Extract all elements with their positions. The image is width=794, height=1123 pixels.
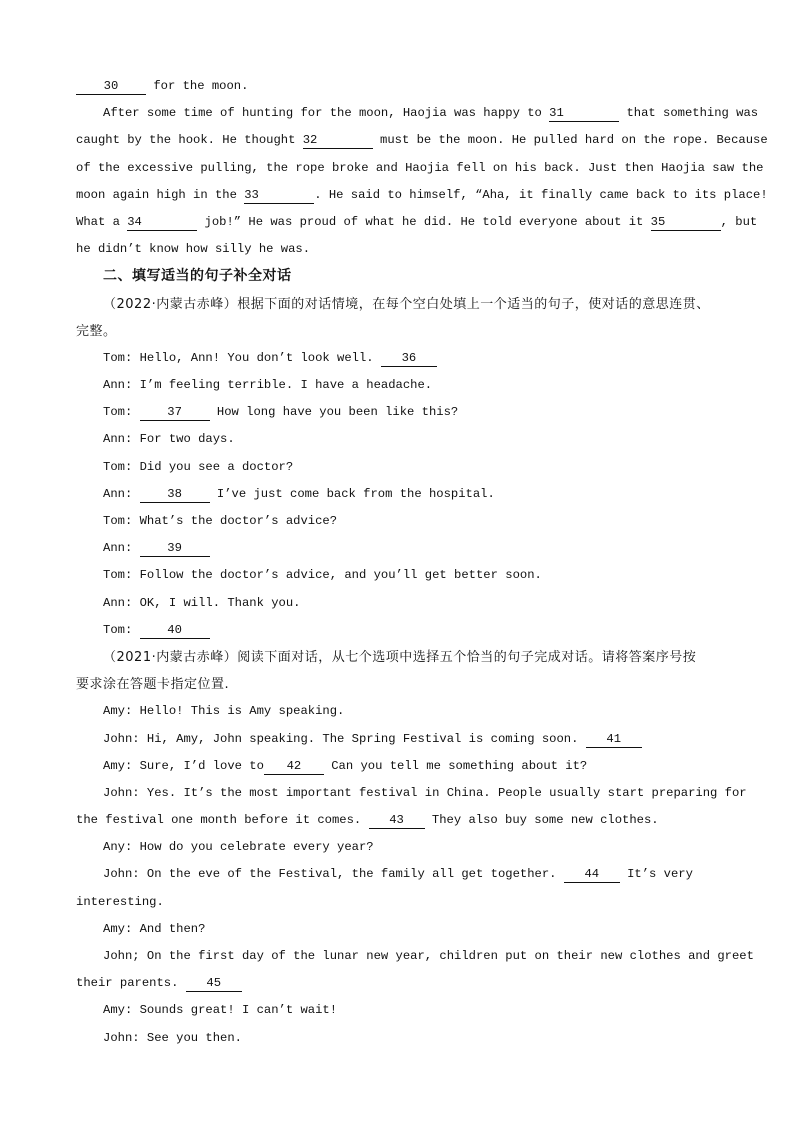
dialogue-2-line: Any: How do you celebrate every year? <box>103 840 374 855</box>
dialogue-2-line <box>76 807 718 834</box>
text: the festival one month before it comes. <box>76 813 369 828</box>
dialogue-1-line: Ann: For two days. <box>103 432 235 447</box>
dialogue-2-line <box>76 970 718 997</box>
blank-44[interactable]: 44 <box>564 867 620 883</box>
text: job!” He was proud of what he did. He told everyone about it <box>197 214 651 229</box>
dialogue-1-line: Ann: OK, I will. Thank you. <box>103 595 301 610</box>
blank-45[interactable]: 45 <box>186 976 242 992</box>
text: Ann: <box>103 486 140 501</box>
dialogue-1-line <box>76 399 718 426</box>
text: caught by the hook. He thought <box>76 133 303 148</box>
passage-line-1 <box>76 73 718 100</box>
text: for the moon. <box>146 79 249 93</box>
text: Amy: Sure, I’d love to <box>103 758 264 773</box>
blank-42[interactable]: 42 <box>264 759 324 775</box>
blank-34[interactable]: 34 <box>127 215 197 231</box>
dialogue-2-line: Amy: Sounds great! I can’t wait! <box>103 1003 338 1018</box>
intro-1-line-a: （2022·内蒙古赤峰）根据下面的对话情境，在每个空白处填上一个适当的句子，使对话的意思连贯、 <box>103 296 710 312</box>
dialogue-1-line <box>76 617 718 644</box>
dialogue-2-line: John: See you then. <box>103 1030 242 1045</box>
passage-line-4: of the excessive pulling, the rope broke and Haojia fell on his back. Just then Haojia saw the <box>76 160 764 175</box>
dialogue-1-line <box>76 345 718 372</box>
text: Tom: Hello, Ann! You don’t look well. <box>103 350 381 365</box>
text: their parents. <box>76 976 186 991</box>
dialogue-2-line: Amy: And then? <box>103 921 206 936</box>
dialogue-1-line <box>76 535 718 562</box>
blank-43[interactable]: 43 <box>369 813 425 829</box>
dialogue-2-line <box>76 726 718 753</box>
dialogue-2-line: John; On the first day of the lunar new year, children put on their new clothes and greet <box>103 949 754 963</box>
text: moon again high in the <box>76 187 245 202</box>
text: John: Hi, Amy, John speaking. The Spring Festival is coming soon. <box>103 731 586 746</box>
text: John: On the eve of the Festival, the family all get together. <box>103 867 564 882</box>
dialogue-1-line: Tom: Follow the doctor’s advice, and you’ll get better soon. <box>103 568 542 583</box>
passage-line-5 <box>76 182 768 209</box>
dialogue-2-line: Amy: Hello! This is Amy speaking. <box>103 704 345 719</box>
text: , but <box>720 214 758 229</box>
text: They also buy some new clothes. <box>424 813 659 828</box>
dialogue-2-line <box>76 861 718 888</box>
dialogue-2-line: interesting. <box>76 894 164 909</box>
text: Can you tell me something about it? <box>323 758 588 773</box>
text: . He said to himself, “Aha, it finally came back to its place! <box>314 187 768 202</box>
text: Tom: <box>103 405 140 420</box>
text: It’s very <box>619 867 693 882</box>
text: After some time of hunting for the moon, Haojia was happy to <box>103 106 550 121</box>
blank-40[interactable]: 40 <box>140 623 210 639</box>
intro-2-line-b: 要求涂在答题卡指定位置. <box>76 677 230 693</box>
passage-line-3 <box>76 127 768 154</box>
dialogue-1-line: Tom: What’s the doctor’s advice? <box>103 514 338 528</box>
blank-36[interactable]: 36 <box>381 351 437 367</box>
dialogue-2-line: John: Yes. It’s the most important festival in China. People usually start preparing for <box>103 785 747 800</box>
blank-41[interactable]: 41 <box>586 732 642 748</box>
blank-39[interactable]: 39 <box>140 541 210 557</box>
passage-line-2 <box>76 100 759 127</box>
dialogue-1-line: Tom: Did you see a doctor? <box>103 459 294 474</box>
dialogue-2-line <box>76 753 718 780</box>
blank-35[interactable]: 35 <box>651 215 721 231</box>
passage-line-6 <box>76 209 758 236</box>
text: What a <box>76 214 128 229</box>
text: I’ve just come back from the hospital. <box>209 486 495 501</box>
text: How long have you been like this? <box>209 405 459 420</box>
dialogue-1-line: Ann: I’m feeling terrible. I have a headache. <box>103 378 433 393</box>
text: must be the moon. He pulled hard on the rope. Because <box>372 133 768 148</box>
intro-2-line-a: （2021·内蒙古赤峰）阅读下面对话，从七个选项中选择五个恰当的句子完成对话。请将答案序号按 <box>103 649 697 665</box>
intro-1-line-b: 完整。 <box>76 323 117 339</box>
blank-38[interactable]: 38 <box>140 487 210 503</box>
text: Ann: <box>103 541 140 556</box>
blank-37[interactable]: 37 <box>140 405 210 421</box>
dialogue-1-line <box>76 481 718 508</box>
blank-31[interactable]: 31 <box>549 106 619 122</box>
blank-32[interactable]: 32 <box>303 133 373 149</box>
blank-33[interactable]: 33 <box>244 188 314 204</box>
section-heading: 二、填写适当的句子补全对话 <box>103 268 292 285</box>
passage-line-7: he didn’t know how silly he was. <box>76 242 311 257</box>
blank-30[interactable]: 30 <box>76 79 146 95</box>
text: Tom: <box>103 622 140 637</box>
text: that something was <box>619 106 759 121</box>
